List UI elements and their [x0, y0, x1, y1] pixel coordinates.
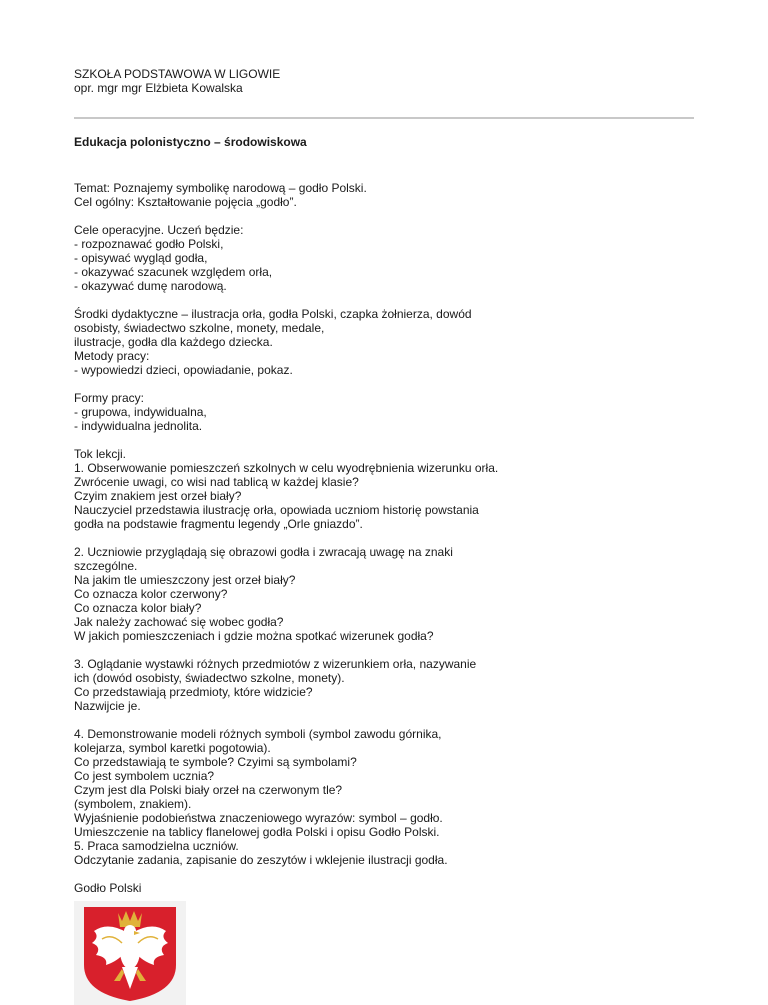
text-line: kolejarza, symbol karetki pogotowia).	[74, 741, 271, 755]
text-line: Co przedstawiają przedmioty, które widzicie?	[74, 685, 313, 699]
section-title: Edukacja polonistyczno – środowiskowa	[74, 135, 307, 149]
polish-white-eagle-icon	[78, 903, 182, 1003]
text-line: - opisywać wygląd godła,	[74, 251, 208, 265]
text-line: - okazywać dumę narodową.	[74, 279, 227, 293]
text-line: Co jest symbolem ucznia?	[74, 769, 215, 783]
text-line: - rozpoznawać godło Polski,	[74, 237, 224, 251]
text-line: Nazwijcie je.	[74, 699, 141, 713]
text-line: (symbolem, znakiem).	[74, 797, 192, 811]
text-line: Czyim znakiem jest orzeł biały?	[74, 489, 242, 503]
document-page	[74, 67, 694, 1005]
text-line: Metody pracy:	[74, 349, 150, 363]
text-line: Co przedstawiają te symbole? Czyimi są symbolami?	[74, 755, 357, 769]
text-line: Odczytanie zadania, zapisanie do zeszytów i wklejenie ilustracji godła.	[74, 853, 448, 867]
text-line: osobisty, świadectwo szkolne, monety, medale,	[74, 321, 325, 335]
text-line: 1. Obserwowanie pomieszczeń szkolnych w celu wyodrębnienia wizerunku orła.	[74, 461, 499, 475]
text-line: - grupowa, indywidualna,	[74, 405, 207, 419]
text-line: - wypowiedzi dzieci, opowiadanie, pokaz.	[74, 363, 293, 377]
school-name: SZKOŁA PODSTAWOWA W LIGOWIE	[74, 67, 281, 81]
paragraph	[74, 657, 694, 713]
text-line: Co oznacza kolor biały?	[74, 601, 202, 615]
text-line: ilustracje, godła dla każdego dziecka.	[74, 335, 273, 349]
text-line: Środki dydaktyczne – ilustracja orła, godła Polski, czapka żołnierza, dowód	[74, 307, 472, 321]
text-line: W jakich pomieszczeniach i gdzie można spotkać wizerunek godła?	[74, 629, 434, 643]
text-line: Jak należy zachować się wobec godła?	[74, 615, 284, 629]
text-line: Cele operacyjne. Uczeń będzie:	[74, 223, 244, 237]
text-line: 3. Oglądanie wystawki różnych przedmiotów z wizerunkiem orła, nazywanie	[74, 657, 477, 671]
text-line: - okazywać szacunek względem orła,	[74, 265, 273, 279]
paragraph	[74, 307, 694, 377]
text-line: Formy pracy:	[74, 391, 145, 405]
text-line: Temat: Poznajemy symbolikę narodową – godło Polski.	[74, 181, 367, 195]
text-line: Zwrócenie uwagi, co wisi nad tablicą w każdej klasie?	[74, 475, 359, 489]
text-line: Nauczyciel przedstawia ilustrację orła, opowiada uczniom historię powstania	[74, 503, 479, 517]
text-line: 4. Demonstrowanie modeli różnych symboli (symbol zawodu górnika,	[74, 727, 442, 741]
text-line: Czym jest dla Polski biały orzeł na czerwonym tle?	[74, 783, 343, 797]
text-line: 2. Uczniowie przyglądają się obrazowi godła i zwracają uwagę na znaki	[74, 545, 453, 559]
text-line: Wyjaśnienie podobieństwa znaczeniowego wyrazów: symbol – godło.	[74, 811, 443, 825]
author-line: opr. mgr mgr Elżbieta Kowalska	[74, 81, 243, 95]
text-line: Co oznacza kolor czerwony?	[74, 587, 228, 601]
emblem-image	[74, 901, 186, 1005]
text-line: Tok lekcji.	[74, 447, 127, 461]
lesson-body	[74, 181, 694, 867]
text-line: 5. Praca samodzielna uczniów.	[74, 839, 239, 853]
text-line: - indywidualna jednolita.	[74, 419, 203, 433]
text-line: Umieszczenie na tablicy flanelowej godła Polski i opisu Godło Polski.	[74, 825, 440, 839]
emblem-caption: Godło Polski	[74, 881, 142, 895]
text-line: ich (dowód osobisty, świadectwo szkolne, monety).	[74, 671, 345, 685]
paragraph	[74, 181, 694, 209]
text-line: godła na podstawie fragmentu legendy „Orle gniazdo”.	[74, 517, 363, 531]
paragraph	[74, 223, 694, 293]
paragraph	[74, 391, 694, 433]
text-line: Na jakim tle umieszczony jest orzeł biały?	[74, 573, 296, 587]
horizontal-divider	[74, 117, 694, 119]
text-line: szczególne.	[74, 559, 138, 573]
paragraph	[74, 447, 694, 531]
paragraph	[74, 545, 694, 643]
paragraph	[74, 727, 694, 867]
text-line: Cel ogólny: Kształtowanie pojęcia „godło”.	[74, 195, 297, 209]
